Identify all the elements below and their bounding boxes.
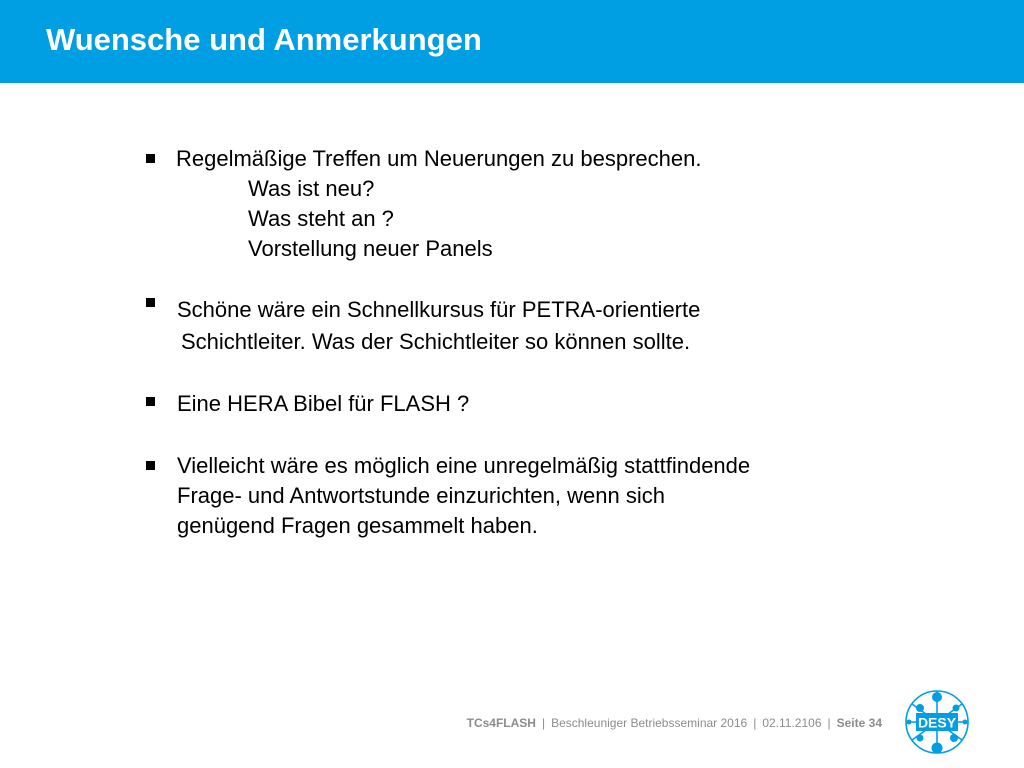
bullet-marker-icon — [146, 397, 155, 406]
bullet-4-line-2: Frage- und Antwortstunde einzurichten, wenn sich — [177, 483, 665, 508]
bullet-1-line-1: Regelmäßige Treffen um Neuerungen zu besprechen. — [176, 146, 702, 171]
footer-event: Beschleuniger Betriebsseminar 2016 — [551, 716, 748, 730]
bullet-4-line-3: genügend Fragen gesammelt haben. — [177, 513, 538, 538]
footer-separator: | — [827, 716, 831, 730]
bullet-3-line-1: Eine HERA Bibel für FLASH ? — [177, 391, 470, 416]
footer-separator: | — [753, 716, 757, 730]
slide-title: Wuensche und Anmerkungen — [46, 22, 482, 57]
footer-date: 02.11.2106 — [762, 716, 822, 730]
desy-logo-icon — [898, 688, 976, 756]
footer-project: TCs4FLASH — [466, 716, 536, 730]
bullet-2-line-2: Schichtleiter. Was der Schichtleiter so können sollte. — [181, 329, 691, 354]
bullet-1-line-4: Vorstellung neuer Panels — [248, 236, 493, 261]
footer-separator: | — [541, 716, 546, 730]
bullet-4-line-1: Vielleicht wäre es möglich eine unregelmäßig stattfindende — [177, 453, 751, 478]
bullet-1-line-2: Was ist neu? — [248, 176, 375, 201]
slide-footer — [380, 716, 882, 730]
footer-page-number: Seite 34 — [836, 716, 882, 730]
logo-text: DESY — [917, 714, 957, 731]
bullet-marker-icon — [146, 154, 155, 163]
bullet-marker-icon — [146, 298, 155, 307]
bullet-marker-icon — [146, 461, 155, 470]
bullet-2-line-1: Schöne wäre ein Schnellkursus für PETRA-orientierte — [177, 297, 701, 322]
bullet-1-line-3: Was steht an ? — [248, 206, 394, 231]
